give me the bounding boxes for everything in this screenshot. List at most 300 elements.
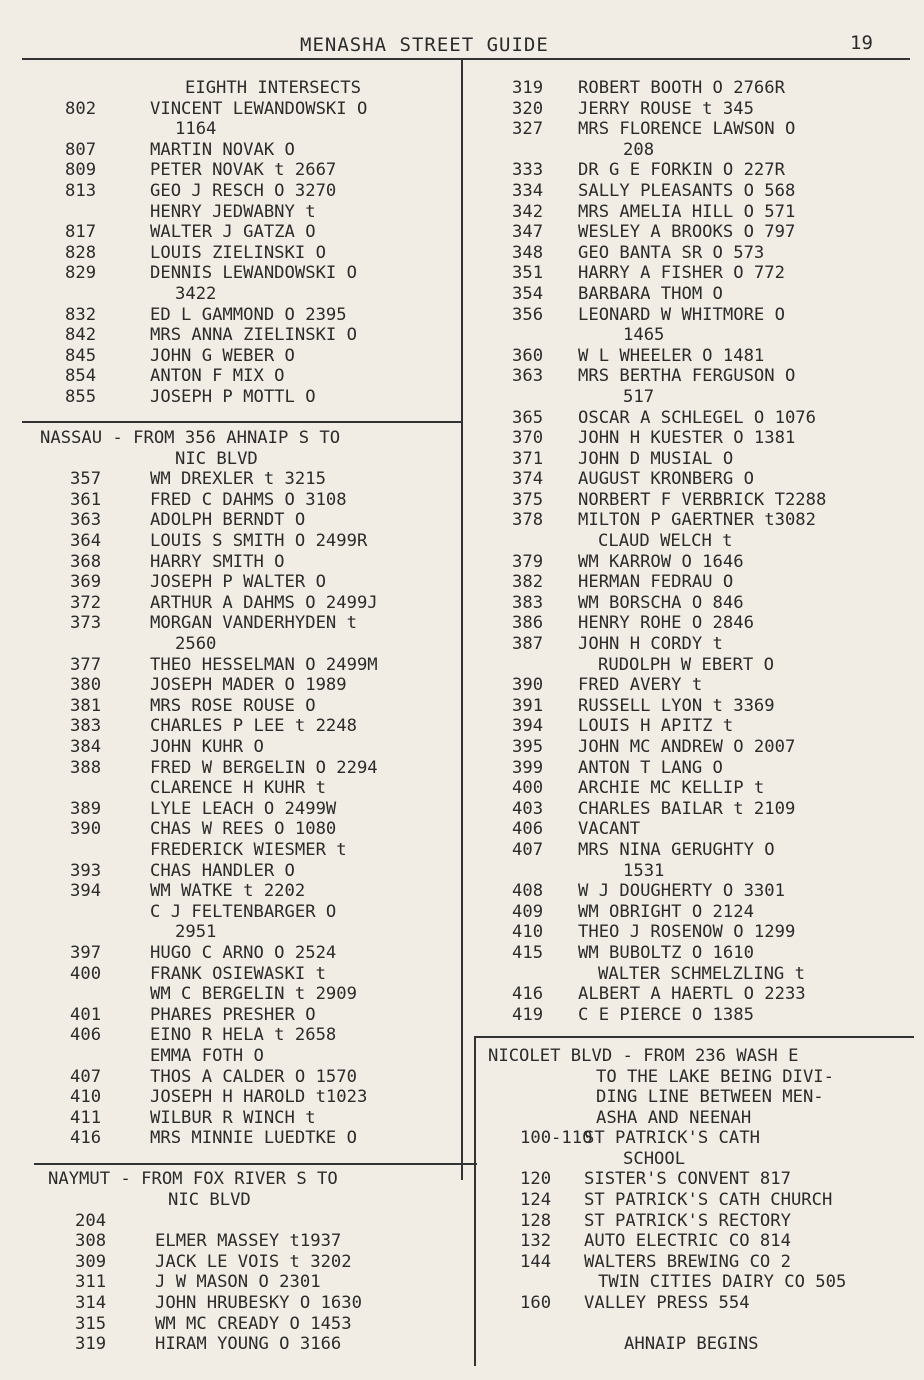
listing-row	[488, 243, 918, 264]
listing-row	[488, 78, 918, 99]
house-number: 334	[512, 180, 544, 201]
resident-name: LOUIS ZIELINSKI O	[150, 242, 326, 263]
listing-row	[488, 449, 918, 470]
resident-name: BARBARA THOM O	[578, 283, 723, 304]
resident-name: WALTER J GATZA O	[150, 222, 316, 243]
resident-name: ROBERT BOOTH O 2766R	[578, 78, 785, 98]
listing-row	[488, 819, 918, 840]
resident-name: ST PATRICK'S CATH CHURCH	[584, 1190, 833, 1211]
section-heading-naymut: NAYMUT - FROM FOX RIVER S TO	[48, 1169, 338, 1190]
resident-name: FRANK OSIEWASKI t	[150, 963, 326, 984]
listing-row	[488, 428, 918, 449]
listing-additional-resident: WM C BERGELIN t 2909	[150, 984, 357, 1005]
listing-additional-resident: HENRY JEDWABNY t	[150, 201, 316, 222]
resident-name: THEO HESSELMAN O 2499M	[150, 654, 378, 675]
resident-name: ARCHIE MC KELLIP t	[578, 778, 765, 799]
house-number: 410	[512, 922, 544, 943]
house-number: 394	[70, 881, 102, 902]
resident-name: FRED C DAHMS O 3108	[150, 489, 347, 510]
house-number: 311	[75, 1272, 107, 1293]
resident-name: WALTERS BREWING CO 2	[584, 1251, 791, 1272]
listing-row	[40, 366, 470, 387]
house-number: 327	[512, 119, 544, 140]
section-heading-nicolet: NICOLET BLVD - FROM 236 WASH E	[488, 1045, 799, 1066]
listing-row	[40, 964, 470, 985]
listing-row	[40, 675, 470, 696]
gap	[40, 408, 470, 429]
listing-row	[40, 819, 470, 840]
page-header	[0, 30, 924, 58]
house-number: 390	[70, 819, 102, 840]
listing-row	[488, 263, 918, 284]
resident-name: JERRY ROUSE t 345	[578, 98, 754, 119]
house-number: 368	[70, 551, 102, 572]
resident-name: HENRY ROHE O 2846	[578, 613, 754, 634]
house-number: 381	[70, 695, 102, 716]
listing-row	[488, 881, 918, 902]
listing-row	[488, 346, 918, 367]
listing-row	[488, 737, 918, 758]
resident-name: CHAS HANDLER O	[150, 860, 295, 881]
listing-row	[488, 284, 918, 305]
section-heading-eighth: EIGHTH INTERSECTS	[185, 78, 361, 98]
section-heading-nicolet: TO THE LAKE BEING DIVI-	[596, 1066, 834, 1087]
house-number: 390	[512, 675, 544, 696]
listing-row	[488, 799, 918, 820]
listing-row	[40, 593, 470, 614]
resident-name: HIRAM YOUNG O 3166	[155, 1334, 342, 1355]
listing-row	[488, 1128, 918, 1149]
house-number: 410	[70, 1087, 102, 1108]
house-number: 817	[65, 222, 97, 243]
listing-row	[40, 1087, 470, 1108]
listing-row	[40, 305, 470, 326]
resident-name: ELMER MASSEY t1937	[155, 1231, 342, 1252]
listing-row	[40, 1231, 470, 1252]
house-number: 382	[512, 572, 544, 593]
listing-row	[40, 263, 470, 284]
house-number: 357	[70, 469, 102, 490]
resident-name: ALBERT A HAERTL O 2233	[578, 984, 806, 1005]
house-number: 375	[512, 489, 544, 510]
house-number: 854	[65, 366, 97, 387]
listing-row	[488, 696, 918, 717]
listing-additional-resident: WALTER SCHMELZLING t	[598, 963, 805, 984]
resident-name: WESLEY A BROOKS O 797	[578, 222, 796, 243]
header-rule	[22, 58, 910, 60]
house-number: 373	[70, 613, 102, 634]
gap	[488, 1314, 918, 1335]
resident-name: VINCENT LEWANDOWSKI O	[150, 98, 368, 119]
resident-name: CHARLES BAILAR t 2109	[578, 798, 796, 819]
resident-name: JOSEPH MADER O 1989	[150, 675, 347, 696]
listing-row	[40, 181, 470, 202]
listing-row	[488, 181, 918, 202]
house-number: 802	[65, 98, 97, 119]
house-number: 363	[70, 510, 102, 531]
listing-row	[40, 552, 470, 573]
house-number: 378	[512, 510, 544, 531]
house-number: 391	[512, 695, 544, 716]
resident-name: SISTER'S CONVENT 817	[584, 1169, 791, 1190]
listing-row	[488, 490, 918, 511]
listing-row	[40, 696, 470, 717]
resident-name: J W MASON O 2301	[155, 1272, 321, 1293]
resident-name: WM BORSCHA O 846	[578, 592, 744, 613]
resident-name: FRED W BERGELIN O 2294	[150, 757, 378, 778]
house-number: 380	[70, 675, 102, 696]
listing-row	[488, 716, 918, 737]
house-number: 124	[520, 1190, 552, 1211]
listing-row	[488, 1005, 918, 1026]
listing-row	[488, 552, 918, 573]
listing-phone-continuation: 3422	[175, 283, 217, 304]
house-number: 364	[70, 531, 102, 552]
listing-row	[488, 922, 918, 943]
house-number: 342	[512, 201, 544, 222]
house-number: 320	[512, 98, 544, 119]
house-number: 384	[70, 737, 102, 757]
resident-name: MORGAN VANDERHYDEN t	[150, 613, 357, 634]
listing-row	[40, 799, 470, 820]
listing-phone-continuation: 517	[623, 386, 655, 407]
resident-name: WM WATKE t 2202	[150, 881, 306, 902]
house-number: 363	[512, 366, 544, 387]
resident-name: OSCAR A SCHLEGEL O 1076	[578, 407, 816, 428]
listing-row	[40, 1252, 470, 1273]
resident-name: MARTIN NOVAK O	[150, 139, 295, 160]
listing-row	[488, 593, 918, 614]
listing-row	[488, 305, 918, 326]
house-number: 397	[70, 942, 102, 963]
listing-row	[40, 469, 470, 490]
resident-name: WM OBRIGHT O 2124	[578, 901, 754, 922]
listing-row	[488, 1231, 918, 1252]
section-heading-naymut-cont: NIC BLVD	[168, 1190, 251, 1211]
listing-additional-resident: FREDERICK WIESMER t	[150, 839, 347, 860]
resident-name: LEONARD W WHITMORE O	[578, 304, 785, 325]
listing-row	[40, 1293, 470, 1314]
resident-name: LOUIS S SMITH O 2499R	[150, 531, 368, 552]
resident-name: MRS AMELIA HILL O 571	[578, 201, 796, 222]
listing-row	[40, 1067, 470, 1088]
house-number: 855	[65, 386, 97, 407]
listing-row	[40, 510, 470, 531]
resident-name: PETER NOVAK t 2667	[150, 160, 337, 181]
section-heading-nassau: NASSAU - FROM 356 AHNAIP S TO	[40, 428, 341, 449]
house-number: 386	[512, 613, 544, 634]
listing-row	[488, 675, 918, 696]
resident-name: ED L GAMMOND O 2395	[150, 304, 347, 325]
resident-name: JOSEPH P WALTER O	[150, 572, 326, 593]
resident-name: DR G E FORKIN O 227R	[578, 160, 785, 181]
listing-phone-continuation: SCHOOL	[623, 1148, 686, 1169]
listing-row	[40, 531, 470, 552]
resident-name: JOSEPH H HAROLD t1023	[150, 1087, 368, 1108]
resident-name: JOSEPH P MOTTL O	[150, 386, 316, 407]
house-number: 403	[512, 798, 544, 819]
listing-row	[40, 737, 470, 758]
resident-name: JOHN HRUBESKY O 1630	[155, 1293, 362, 1314]
listing-row	[40, 1128, 470, 1149]
resident-name: WM MC CREADY O 1453	[155, 1313, 352, 1334]
listing-row	[488, 160, 918, 181]
listing-row	[40, 943, 470, 964]
listing-row	[40, 160, 470, 181]
listing-row	[40, 1025, 470, 1046]
listing-row	[488, 1169, 918, 1190]
house-number: 395	[512, 737, 544, 757]
house-number: 409	[512, 901, 544, 922]
house-number: 319	[512, 78, 544, 98]
house-number: 308	[75, 1231, 107, 1252]
listing-row	[40, 716, 470, 737]
resident-name: WILBUR R WINCH t	[150, 1107, 316, 1128]
house-number: 400	[70, 963, 102, 984]
house-number: 416	[512, 984, 544, 1005]
house-number: 309	[75, 1251, 107, 1272]
resident-name: ST PATRICK'S CATH	[584, 1128, 760, 1149]
listing-row	[40, 222, 470, 243]
resident-name: MRS FLORENCE LAWSON O	[578, 119, 796, 140]
house-number: 406	[70, 1025, 102, 1046]
listing-row	[488, 572, 918, 593]
resident-name: DENNIS LEWANDOWSKI O	[150, 263, 357, 284]
listing-row	[488, 840, 918, 861]
resident-name: ST PATRICK'S RECTORY	[584, 1210, 791, 1231]
resident-name: JACK LE VOIS t 3202	[155, 1251, 352, 1272]
resident-name: HERMAN FEDRAU O	[578, 572, 734, 593]
house-number: 360	[512, 345, 544, 366]
resident-name: AUGUST KRONBERG O	[578, 469, 754, 490]
house-number: 407	[70, 1066, 102, 1087]
house-number: 128	[520, 1210, 552, 1231]
house-number: 132	[520, 1231, 552, 1252]
house-number: 408	[512, 881, 544, 902]
listing-row	[488, 366, 918, 387]
listing-row	[40, 1272, 470, 1293]
listing-row	[40, 1314, 470, 1335]
house-number: 120	[520, 1169, 552, 1190]
listing-additional-resident: EMMA FOTH O	[150, 1045, 264, 1066]
house-number: 415	[512, 942, 544, 963]
house-number: 100-110	[520, 1128, 593, 1149]
house-number: 372	[70, 592, 102, 613]
house-number: 371	[512, 448, 544, 469]
listing-row	[488, 119, 918, 140]
house-number: 333	[512, 160, 544, 181]
gap	[488, 1025, 918, 1046]
resident-name: HARRY A FISHER O 772	[578, 263, 785, 284]
house-number: 347	[512, 222, 544, 243]
section-heading-nassau-cont: NIC BLVD	[175, 448, 258, 469]
listing-additional-resident: CLARENCE H KUHR t	[150, 778, 326, 799]
resident-name: JOHN H CORDY t	[578, 634, 723, 655]
listing-phone-continuation: 2560	[175, 634, 217, 655]
house-number: 369	[70, 572, 102, 593]
house-number: 842	[65, 325, 97, 346]
resident-name: LOUIS H APITZ t	[578, 716, 734, 737]
resident-name: ANTON F MIX O	[150, 366, 285, 387]
listing-phone-continuation: 2951	[175, 922, 217, 943]
listing-row	[488, 758, 918, 779]
house-number: 374	[512, 469, 544, 490]
house-number: 348	[512, 242, 544, 263]
resident-name: MRS NINA GERUGHTY O	[578, 839, 775, 860]
house-number: 411	[70, 1107, 102, 1128]
resident-name: FRED AVERY t	[578, 675, 703, 696]
house-number: 160	[520, 1293, 552, 1314]
listing-row	[488, 1293, 918, 1314]
house-number: 315	[75, 1313, 107, 1334]
resident-name: THEO J ROSENOW O 1299	[578, 922, 796, 943]
house-number: 314	[75, 1293, 107, 1314]
house-number: 351	[512, 263, 544, 284]
resident-name: RUSSELL LYON t 3369	[578, 695, 775, 716]
house-number: 383	[70, 716, 102, 737]
listing-additional-resident: TWIN CITIES DAIRY CO 505	[598, 1272, 847, 1293]
resident-name: MRS MINNIE LUEDTKE O	[150, 1128, 357, 1149]
listing-row	[40, 1334, 470, 1355]
resident-name: JOHN G WEBER O	[150, 345, 295, 366]
gap	[40, 1149, 470, 1170]
listing-row	[488, 778, 918, 799]
house-number: 406	[512, 819, 544, 840]
listing-phone-continuation: 1465	[623, 325, 665, 346]
resident-name: THOS A CALDER O 1570	[150, 1066, 357, 1087]
listing-row	[40, 387, 470, 408]
resident-name: WM KARROW O 1646	[578, 551, 744, 572]
resident-name: LYLE LEACH O 2499W	[150, 798, 337, 819]
resident-name: GEO BANTA SR O 573	[578, 242, 765, 263]
resident-name: JOHN MC ANDREW O 2007	[578, 737, 796, 757]
section-footer-note: AHNAIP BEGINS	[624, 1334, 759, 1355]
house-number: 388	[70, 757, 102, 778]
listing-additional-resident: RUDOLPH W EBERT O	[598, 654, 774, 675]
listing-row	[488, 222, 918, 243]
house-number: 389	[70, 798, 102, 819]
listing-row	[40, 881, 470, 902]
house-number: 809	[65, 160, 97, 181]
listing-row	[488, 408, 918, 429]
resident-name: JOHN H KUESTER O 1381	[578, 428, 796, 449]
house-number: 832	[65, 304, 97, 325]
house-number: 356	[512, 304, 544, 325]
resident-name: MRS ANNA ZIELINSKI O	[150, 325, 357, 346]
resident-name: MRS BERTHA FERGUSON O	[578, 366, 796, 387]
house-number: 407	[512, 839, 544, 860]
listing-row	[488, 613, 918, 634]
resident-name: CHARLES P LEE t 2248	[150, 716, 357, 737]
listing-row	[488, 1211, 918, 1232]
resident-name: HARRY SMITH O	[150, 551, 285, 572]
listing-row	[488, 1252, 918, 1273]
resident-name: W L WHEELER O 1481	[578, 345, 765, 366]
resident-name: JOHN D MUSIAL O	[578, 448, 734, 469]
listing-row	[40, 861, 470, 882]
resident-name: VACANT	[578, 819, 641, 840]
resident-name: CHAS W REES O 1080	[150, 819, 337, 840]
listing-row	[488, 202, 918, 223]
listing-row	[488, 510, 918, 531]
house-number: 144	[520, 1251, 552, 1272]
column-divider-bottom	[474, 1036, 476, 1366]
house-number: 319	[75, 1334, 107, 1355]
house-number: 419	[512, 1004, 544, 1025]
listing-row	[40, 243, 470, 264]
listing-row	[40, 572, 470, 593]
house-number: 401	[70, 1004, 102, 1025]
section-heading-nicolet: DING LINE BETWEEN MEN-	[596, 1087, 824, 1108]
house-number: 813	[65, 180, 97, 201]
listing-row	[40, 613, 470, 634]
page-title: MENASHA STREET GUIDE	[300, 34, 549, 56]
house-number: 393	[70, 860, 102, 881]
listing-phone-continuation: 1531	[623, 860, 665, 881]
resident-name: VALLEY PRESS 554	[584, 1293, 750, 1314]
house-number: 828	[65, 242, 97, 263]
resident-name: MRS ROSE ROUSE O	[150, 695, 316, 716]
listing-row	[40, 1005, 470, 1026]
listing-row	[488, 943, 918, 964]
listing-row	[40, 490, 470, 511]
listing-row	[40, 346, 470, 367]
listing-row	[40, 1108, 470, 1129]
resident-name: SALLY PLEASANTS O 568	[578, 180, 796, 201]
house-number: 394	[512, 716, 544, 737]
listing-row	[488, 99, 918, 120]
page-number: 19	[850, 32, 873, 54]
listing-row	[488, 902, 918, 923]
resident-name: EINO R HELA t 2658	[150, 1025, 337, 1046]
right-column	[488, 78, 918, 1355]
resident-name: WM BUBOLTZ O 1610	[578, 942, 754, 963]
house-number: 379	[512, 551, 544, 572]
resident-name: JOHN KUHR O	[150, 737, 264, 757]
resident-name: WM DREXLER t 3215	[150, 469, 326, 490]
house-number: 361	[70, 489, 102, 510]
listing-additional-resident: C J FELTENBARGER O	[150, 901, 337, 922]
house-number: 416	[70, 1128, 102, 1149]
house-number: 370	[512, 428, 544, 449]
listing-row	[40, 99, 470, 120]
resident-name: ANTON T LANG O	[578, 757, 723, 778]
resident-name: NORBERT F VERBRICK T2288	[578, 489, 827, 510]
resident-name: GEO J RESCH O 3270	[150, 180, 337, 201]
listing-additional-resident: CLAUD WELCH t	[598, 531, 733, 552]
listing-row	[40, 655, 470, 676]
resident-name: AUTO ELECTRIC CO 814	[584, 1231, 791, 1252]
listing-row	[40, 1211, 470, 1232]
house-number: 400	[512, 778, 544, 799]
house-number: 354	[512, 283, 544, 304]
listing-row	[40, 140, 470, 161]
listing-row	[488, 469, 918, 490]
listing-row	[40, 325, 470, 346]
section-heading-nicolet: ASHA AND NEENAH	[596, 1107, 752, 1128]
resident-name: ADOLPH BERNDT O	[150, 510, 306, 531]
house-number: 377	[70, 654, 102, 675]
house-number: 845	[65, 345, 97, 366]
resident-name: PHARES PRESHER O	[150, 1004, 316, 1025]
house-number: 399	[512, 757, 544, 778]
house-number: 829	[65, 263, 97, 284]
listing-row	[488, 1190, 918, 1211]
resident-name: HUGO C ARNO O 2524	[150, 942, 337, 963]
resident-name: C E PIERCE O 1385	[578, 1004, 754, 1025]
house-number: 387	[512, 634, 544, 655]
house-number: 383	[512, 592, 544, 613]
